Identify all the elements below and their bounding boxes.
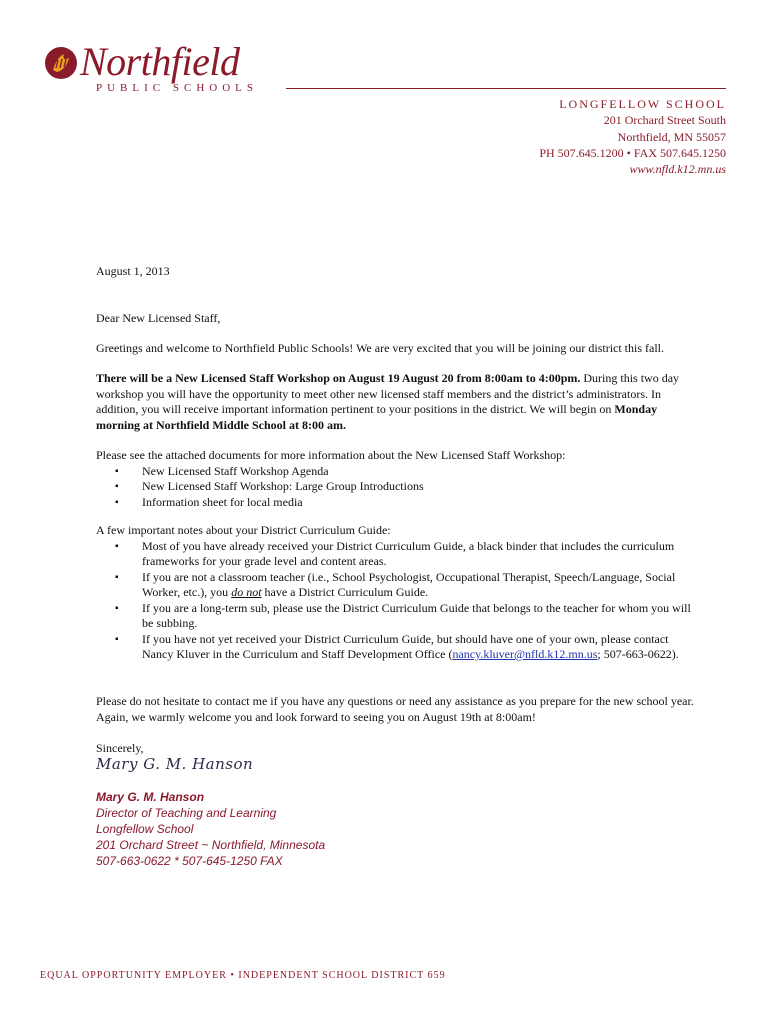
workshop-start: Monday morning at Northfield Middle School at 8:00 am. bbox=[96, 402, 658, 432]
paragraph-welcome: Greetings and welcome to Northfield Public Schools! We are very excited that you will be joining our district this fall. bbox=[96, 341, 665, 355]
attachments-list bbox=[96, 464, 696, 511]
list-item bbox=[96, 632, 696, 663]
school-phones: PH 507.645.1200 • FAX 507.645.1250 bbox=[539, 146, 726, 160]
school-website[interactable]: www.nfld.k12.mn.us bbox=[629, 162, 726, 176]
workshop-details: During this two day workshop you will have the opportunity to meet other new licensed staff members and the district’s administrators. In addition, you will receive important information pertinent to your positions in the district. We will begin on bbox=[96, 371, 680, 416]
salutation: Dear New Licensed Staff, bbox=[96, 311, 221, 325]
notes-list bbox=[96, 539, 696, 663]
note4-text-end: ; 507-663-0622). bbox=[597, 647, 679, 661]
list-item bbox=[96, 570, 696, 601]
attachments-intro: Please see the attached documents for more information about the New Licensed Staff Workshop: bbox=[96, 448, 566, 462]
note2-text-end: have a District Curriculum Guide. bbox=[261, 585, 429, 599]
school-city: Northfield, MN 55057 bbox=[617, 130, 726, 144]
list-item: ▪ New Licensed Staff Workshop Agenda bbox=[96, 464, 696, 480]
valediction: Sincerely, bbox=[96, 741, 144, 755]
school-street: 201 Orchard Street South bbox=[603, 113, 726, 127]
letter-date: August 1, 2013 bbox=[96, 264, 170, 278]
header-divider bbox=[286, 88, 726, 89]
list-item: ▪ Most of you have already received your District Curriculum Guide, a black binder that includes the curriculum frameworks for your grade level and content areas. bbox=[96, 539, 696, 570]
note4-text: If you have not yet received your District Curriculum Guide, but should have one of your own, please contact Nancy Kluver in the Curriculum and Staff Development Office ( bbox=[142, 631, 669, 661]
handwritten-signature: Mary G. M. Hanson bbox=[96, 755, 254, 773]
note2-text: If you are not a classroom teacher (i.e., School Psychologist, Occupational Therapist, Speech/Language, Social Worker, etc.), you bbox=[142, 569, 676, 599]
paragraph-curriculum-notes bbox=[96, 523, 696, 663]
signer-phone: 507-663-0622 * 507-645-1250 FAX bbox=[96, 854, 283, 868]
list-item: ▪ If you are a long-term sub, please use the District Curriculum Guide that belongs to the teacher for whom you will be subbing. bbox=[96, 601, 696, 632]
email-link[interactable]: nancy.kluver@nfld.k12.mn.us bbox=[452, 647, 598, 661]
school-name: LONGFELLOW SCHOOL bbox=[559, 97, 726, 111]
paragraph-workshop bbox=[96, 371, 696, 433]
signer-title: Director of Teaching and Learning bbox=[96, 806, 277, 820]
brand-name: Northfield bbox=[80, 39, 240, 84]
signer-name: Mary G. M. Hanson bbox=[96, 790, 205, 804]
note2-emphasis: do not bbox=[231, 585, 262, 599]
signer-address: 201 Orchard Street ~ Northfield, Minnesota bbox=[96, 838, 326, 852]
list-item: ▪ Information sheet for local media bbox=[96, 495, 696, 511]
signer-school: Longfellow School bbox=[96, 822, 194, 836]
brand-subtitle: PUBLIC SCHOOLS bbox=[96, 82, 258, 94]
footer-text: EQUAL OPPORTUNITY EMPLOYER • INDEPENDENT SCHOOL DISTRICT 659 bbox=[40, 970, 446, 981]
paragraph-closing: Please do not hesitate to contact me if you have any questions or need any assistance as you prepare for the new school year. Again, we warmly welcome you and look forward to seeing you on August 19th at 8:00am! bbox=[96, 694, 694, 724]
paragraph-attachments bbox=[96, 448, 696, 510]
northfield-logo-icon bbox=[44, 46, 78, 80]
list-item: ▪ New Licensed Staff Workshop: Large Group Introductions bbox=[96, 479, 696, 495]
workshop-dates: There will be a New Licensed Staff Workshop on August 19 August 20 from 8:00am to 4:00pm. bbox=[96, 371, 581, 385]
notes-intro: A few important notes about your District Curriculum Guide: bbox=[96, 523, 391, 537]
